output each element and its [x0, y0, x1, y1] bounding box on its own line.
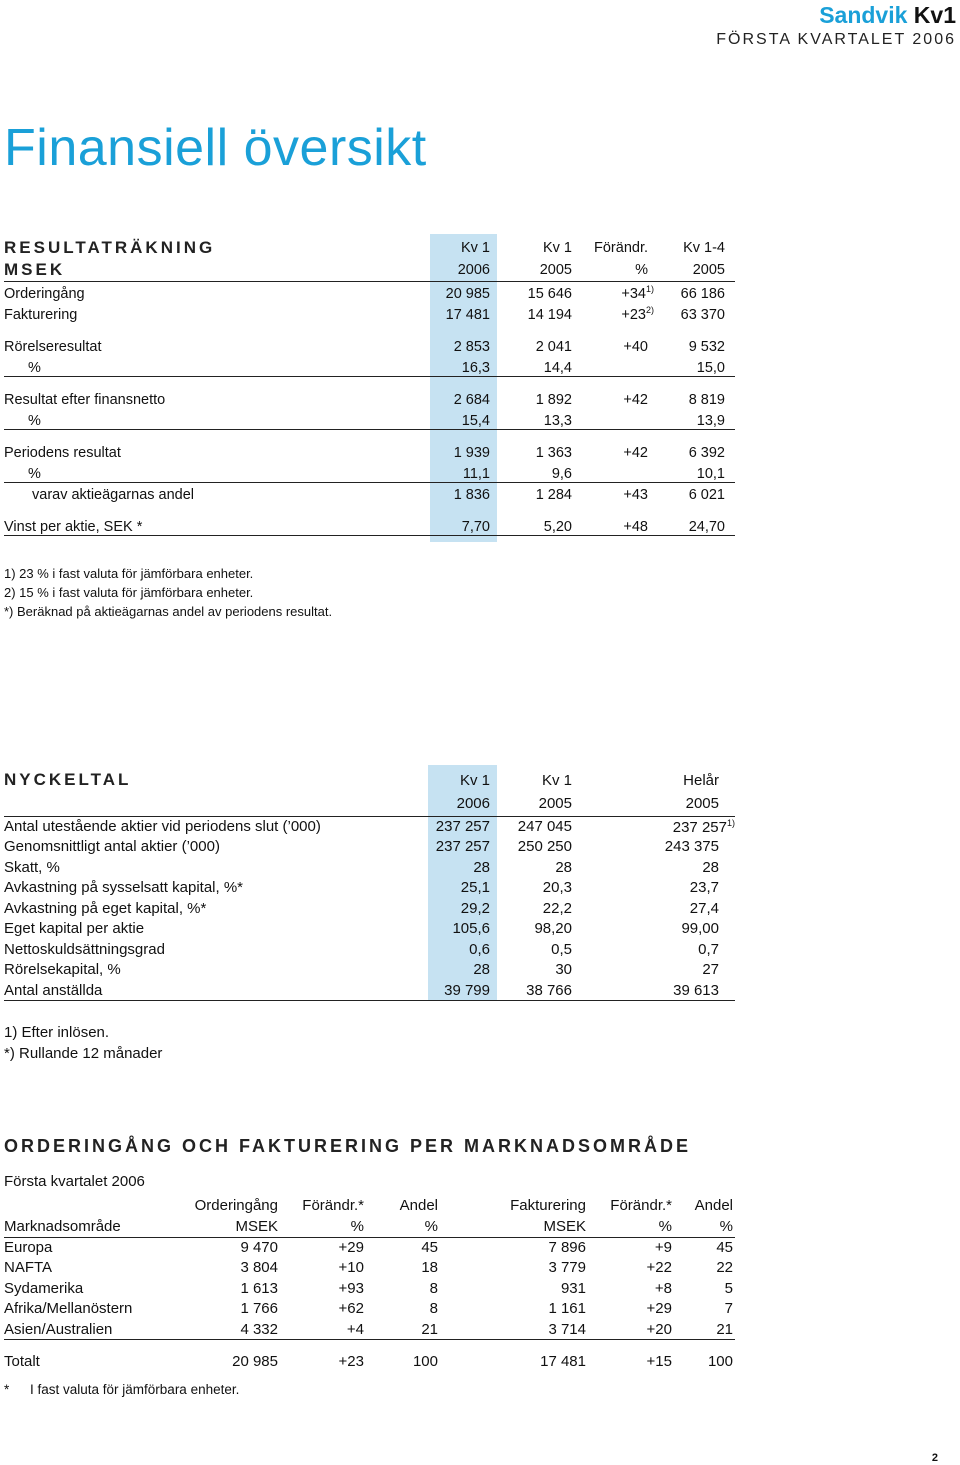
cell-value: 10,1 — [696, 465, 725, 482]
cell-value: 20 985 — [445, 286, 490, 302]
table-cell — [430, 376, 496, 408]
cell-value: 9 532 — [688, 339, 725, 355]
col-header: Andel — [694, 1197, 733, 1214]
table-cell — [496, 898, 578, 919]
col-header: Förändr.* — [302, 1197, 364, 1214]
table-cell — [654, 429, 735, 461]
market-period: Första kvartalet 2006 — [4, 1173, 145, 1190]
table-row — [4, 376, 735, 408]
table-cell — [496, 323, 578, 355]
table-cell: 21 — [366, 1319, 440, 1340]
table-cell — [578, 376, 654, 408]
table-row — [4, 878, 735, 899]
table-cell — [578, 408, 654, 429]
cell-value: 2 853 — [453, 339, 490, 355]
table-cell — [654, 355, 735, 376]
table-cell — [496, 355, 578, 376]
cell-value: +34 — [621, 286, 646, 302]
footnote-ref: 1) — [645, 284, 654, 295]
col-header: Kv 1 — [460, 240, 490, 256]
footnote: 2) 15 % i fast valuta för jämförbara enheter. — [4, 585, 254, 600]
col-header: Andel — [399, 1197, 438, 1214]
table-cell — [578, 878, 735, 899]
report-header — [716, 2, 956, 49]
col-header: Fakturering — [510, 1197, 586, 1214]
table-cell: 3 804 — [240, 1259, 278, 1277]
table-cell — [578, 461, 654, 482]
table-cell — [654, 461, 735, 482]
row-label — [4, 503, 430, 535]
cell-value: 1 363 — [535, 445, 572, 461]
table-cell: 931 — [560, 1279, 586, 1297]
row-label — [4, 376, 430, 408]
col-header: % — [280, 1216, 366, 1237]
cell-value: 99,00 — [681, 920, 719, 938]
footnote-mark: * — [4, 1382, 10, 1397]
row-label-text: Avkastning på sysselsatt kapital, %* — [4, 879, 244, 897]
table-cell — [496, 939, 578, 960]
brand-name: Sandvik — [819, 2, 908, 28]
row-label — [4, 302, 430, 323]
table-cell — [428, 898, 496, 919]
cell-value: 5,20 — [543, 518, 572, 535]
col-header: MSEK — [440, 1216, 588, 1237]
table-row — [4, 408, 735, 429]
row-label — [4, 323, 430, 355]
table-cell — [578, 939, 735, 960]
table-cell — [430, 503, 496, 535]
cell-value: 23,7 — [689, 879, 719, 897]
table-row — [4, 1278, 735, 1299]
table-cell — [428, 939, 496, 960]
cell-value: 15,0 — [696, 359, 725, 376]
market-table — [4, 1195, 735, 1370]
table-cell — [496, 837, 578, 858]
cell-value: 24,70 — [688, 518, 725, 535]
table-cell: +20 — [588, 1319, 674, 1340]
cell-value: 6 021 — [688, 487, 725, 503]
table-cell — [654, 376, 735, 408]
cell-value: 14 194 — [527, 307, 572, 323]
cell-value: 16,3 — [461, 359, 490, 376]
table-cell: +8 — [654, 1279, 672, 1297]
table-row — [4, 898, 735, 919]
market-header-row-1 — [4, 1195, 735, 1216]
table-cell — [428, 878, 496, 899]
key-figures-table — [4, 768, 735, 1001]
row-label-text: varav aktieägarnas andel — [32, 487, 195, 503]
cell-value: 22,2 — [542, 899, 572, 917]
table-cell: 21 — [674, 1319, 735, 1340]
table-row — [4, 482, 735, 503]
table-row — [4, 302, 735, 323]
table-cell — [496, 408, 578, 429]
cell-value: 39 613 — [673, 981, 719, 999]
table-cell: +62 — [338, 1300, 364, 1318]
table-row — [4, 323, 735, 355]
page-number: 2 — [931, 1452, 938, 1464]
income-header-row-2 — [4, 260, 735, 281]
table-cell: +29 — [338, 1239, 364, 1256]
cell-value: 15,4 — [461, 412, 490, 429]
cell-value: 13,3 — [543, 412, 572, 429]
cell-value: 15 646 — [527, 286, 572, 302]
col-header: Kv 1 — [542, 240, 572, 256]
row-label-text: Antal utestående aktier vid periodens slut (’000) — [4, 818, 321, 835]
table-cell — [496, 281, 578, 302]
total-cell: +15 — [646, 1352, 672, 1370]
col-header: Marknadsområde — [4, 1216, 184, 1237]
row-label — [4, 281, 430, 302]
row-label — [4, 857, 428, 878]
footnote-ref: 2) — [645, 305, 654, 316]
table-row — [4, 816, 735, 837]
col-header: % — [366, 1216, 440, 1237]
cell-value: +42 — [623, 445, 648, 461]
table-cell: 4 332 — [184, 1319, 280, 1340]
table-cell — [578, 323, 654, 355]
cell-value: 98,20 — [534, 920, 572, 938]
table-cell: 45 — [716, 1239, 733, 1256]
cell-value: +43 — [623, 487, 648, 503]
row-label: Asien/Australien — [4, 1319, 184, 1340]
cell-value: 28 — [473, 961, 490, 979]
cell-value: +23 — [621, 307, 646, 323]
col-header: Kv 1 — [459, 771, 490, 789]
col-header: % — [674, 1216, 735, 1237]
row-label — [4, 429, 430, 461]
table-cell: +93 — [338, 1279, 364, 1297]
col-header: MSEK — [184, 1216, 280, 1237]
row-label — [4, 837, 428, 858]
row-label — [4, 408, 430, 429]
cell-value: +40 — [623, 339, 648, 355]
row-label — [4, 816, 428, 837]
table-row — [4, 837, 735, 858]
table-cell — [578, 281, 654, 302]
row-label-text: % — [28, 359, 41, 376]
kpi-heading: NYCKELTAL — [4, 770, 132, 789]
col-header: 2006 — [428, 792, 496, 816]
col-header: % — [578, 260, 654, 281]
row-label — [4, 960, 428, 981]
row-label — [4, 939, 428, 960]
table-cell — [428, 857, 496, 878]
total-cell: 100 — [412, 1352, 438, 1370]
col-header: % — [588, 1216, 674, 1237]
cell-value: +42 — [623, 392, 648, 408]
row-label — [4, 355, 430, 376]
cell-value: 63 370 — [680, 307, 725, 323]
row-label — [4, 898, 428, 919]
col-header: 2005 — [496, 792, 578, 816]
table-cell — [430, 323, 496, 355]
col-header: 2005 — [578, 792, 735, 816]
market-heading: ORDERINGÅNG OCH FAKTURERING PER MARKNADSOMRÅDE — [4, 1136, 692, 1156]
col-header: 2005 — [496, 260, 578, 281]
cell-value: 250 250 — [517, 838, 572, 856]
table-cell — [578, 482, 654, 503]
cell-value: 13,9 — [696, 412, 725, 429]
col-header: Kv 1 — [541, 771, 572, 789]
cell-value: 0,5 — [551, 940, 572, 958]
table-cell — [428, 837, 496, 858]
row-label-text: Genomsnittligt antal aktier (’000) — [4, 838, 220, 856]
page-title: Finansiell översikt — [4, 119, 427, 177]
cell-value: 29,2 — [460, 899, 490, 917]
total-cell: 100 — [707, 1352, 733, 1370]
cell-value: 17 481 — [445, 307, 490, 323]
table-cell — [430, 461, 496, 482]
table-cell — [428, 816, 496, 837]
table-cell — [578, 919, 735, 940]
footnote: 1) Efter inlösen. — [4, 1024, 110, 1041]
table-row — [4, 1299, 735, 1320]
table-cell: 7 896 — [548, 1239, 586, 1256]
table-cell — [496, 960, 578, 981]
table-cell — [430, 408, 496, 429]
table-cell — [654, 323, 735, 355]
cell-value: 25,1 — [460, 879, 490, 897]
table-cell — [430, 302, 496, 323]
cell-value: 28 — [555, 858, 572, 876]
market-footnote — [4, 1382, 239, 1397]
row-label-text: Orderingång — [4, 286, 85, 302]
col-header: Helår — [683, 771, 719, 789]
col-header: Orderingång — [194, 1197, 278, 1214]
table-cell: 45 — [421, 1239, 438, 1256]
cell-value: 243 375 — [664, 838, 719, 856]
row-label-text: Avkastning på eget kapital, %* — [4, 899, 207, 917]
income-header-row-1 — [4, 236, 735, 260]
table-row — [4, 960, 735, 981]
table-cell — [496, 857, 578, 878]
row-label-text: % — [28, 412, 41, 429]
kpi-header-row-2 — [4, 792, 735, 816]
row-label — [4, 461, 430, 482]
table-cell — [578, 355, 654, 376]
cell-value: 14,4 — [543, 359, 572, 376]
table-cell — [496, 376, 578, 408]
table-cell: +22 — [646, 1259, 672, 1277]
table-cell — [428, 980, 496, 1001]
table-cell — [496, 302, 578, 323]
col-header: Förändr. — [594, 240, 648, 256]
cell-value: 2 684 — [453, 392, 490, 408]
cell-value: 11,1 — [462, 465, 490, 482]
table-row — [4, 355, 735, 376]
cell-value: 237 257 — [672, 818, 727, 836]
cell-value: 247 045 — [517, 818, 572, 835]
row-label-text: Vinst per aktie, SEK * — [4, 518, 143, 535]
cell-value: 237 257 — [435, 838, 490, 856]
table-cell — [578, 837, 735, 858]
total-label: Totalt — [4, 1352, 40, 1370]
cell-value: 28 — [473, 858, 490, 876]
cell-value: 1 836 — [453, 487, 490, 503]
table-cell — [496, 461, 578, 482]
unit-label: MSEK — [4, 260, 430, 281]
footnote: *) Rullande 12 månader — [4, 1045, 163, 1062]
table-cell: 8 — [429, 1279, 438, 1297]
kpi-rows — [4, 816, 735, 1001]
report-subtitle: FÖRSTA KVARTALET 2006 — [716, 31, 956, 48]
table-cell: 1 613 — [240, 1279, 278, 1297]
table-cell: 18 — [421, 1259, 438, 1277]
row-label — [4, 878, 428, 899]
cell-value: 38 766 — [526, 981, 572, 999]
cell-value: 105,6 — [452, 920, 490, 938]
table-cell — [496, 878, 578, 899]
total-cell: 17 481 — [540, 1352, 586, 1370]
table-cell: 3 714 — [440, 1319, 588, 1340]
table-row — [4, 461, 735, 482]
table-cell: 9 470 — [240, 1239, 278, 1256]
row-label: Europa — [4, 1239, 53, 1256]
table-cell — [578, 980, 735, 1001]
table-cell: +10 — [338, 1259, 364, 1277]
table-cell — [428, 919, 496, 940]
table-cell — [578, 898, 735, 919]
cell-value: 0,6 — [469, 940, 490, 958]
table-row — [4, 503, 735, 535]
table-cell — [654, 302, 735, 323]
row-label: NAFTA — [4, 1259, 53, 1277]
footnote: 1) 23 % i fast valuta för jämförbara enheter. — [4, 566, 254, 581]
table-cell — [654, 482, 735, 503]
income-statement-table — [4, 236, 735, 536]
cell-value: 27,4 — [689, 899, 719, 917]
cell-value: 0,7 — [698, 940, 719, 958]
table-cell — [428, 960, 496, 981]
row-label: Afrika/Mellanöstern — [4, 1300, 133, 1318]
table-cell — [578, 503, 654, 535]
total-cell: +23 — [338, 1352, 364, 1370]
market-total-row — [4, 1340, 735, 1370]
cell-value: 237 257 — [435, 818, 490, 835]
table-row — [4, 281, 735, 302]
table-cell: +29 — [646, 1300, 672, 1318]
table-cell — [496, 429, 578, 461]
cell-value: 2 041 — [535, 339, 572, 355]
table-row — [4, 1237, 735, 1258]
table-cell — [654, 408, 735, 429]
table-cell: 1 161 — [548, 1300, 586, 1318]
row-label-text: Skatt, % — [4, 858, 60, 876]
table-cell: 3 779 — [548, 1259, 586, 1277]
kpi-footnotes — [4, 1022, 162, 1064]
quarter-label: Kv1 — [913, 2, 956, 28]
cell-value: 30 — [555, 961, 572, 979]
cell-value: 6 392 — [688, 445, 725, 461]
table-cell — [496, 482, 578, 503]
table-cell — [578, 960, 735, 981]
cell-value: 9,6 — [551, 465, 572, 482]
income-footnotes — [4, 564, 332, 621]
cell-value: 1 939 — [453, 445, 490, 461]
table-cell: 8 — [429, 1300, 438, 1318]
col-header: Kv 1-4 — [683, 240, 725, 256]
footnote: *) Beräknad på aktieägarnas andel av periodens resultat. — [4, 604, 333, 619]
market-rows — [4, 1237, 735, 1340]
table-cell — [654, 503, 735, 535]
table-cell: +9 — [654, 1239, 672, 1256]
cell-value: 1 284 — [535, 487, 572, 503]
table-cell: 7 — [724, 1300, 733, 1318]
table-cell — [578, 816, 735, 837]
table-row — [4, 429, 735, 461]
row-label — [4, 482, 430, 503]
table-cell — [430, 482, 496, 503]
row-label-text: % — [28, 465, 41, 482]
row-label-text: Rörelsekapital, % — [4, 961, 121, 979]
table-cell — [496, 980, 578, 1001]
table-row — [4, 857, 735, 878]
cell-value: 1 892 — [535, 392, 572, 408]
table-cell — [496, 816, 578, 837]
table-row — [4, 980, 735, 1001]
row-label-text: Rörelseresultat — [4, 339, 102, 355]
table-cell — [430, 429, 496, 461]
cell-value: 27 — [702, 961, 719, 979]
footnote-text: I fast valuta för jämförbara enheter. — [30, 1382, 240, 1397]
footnote-ref: 1) — [726, 817, 735, 828]
row-label-text: Eget kapital per aktie — [4, 920, 145, 938]
kpi-header-row-1 — [4, 768, 735, 792]
table-cell — [430, 355, 496, 376]
table-cell: +4 — [280, 1319, 366, 1340]
cell-value: +48 — [623, 518, 648, 535]
table-row — [4, 1258, 735, 1279]
row-label — [4, 919, 428, 940]
row-label-text: Nettoskuldsättningsgrad — [4, 940, 165, 958]
income-rows — [4, 281, 735, 535]
table-cell — [496, 503, 578, 535]
col-header: 2006 — [430, 260, 496, 281]
table-row — [4, 919, 735, 940]
table-row — [4, 1319, 735, 1340]
cell-value: 20,3 — [542, 879, 572, 897]
cell-value: 7,70 — [461, 518, 490, 535]
market-header-row-2 — [4, 1216, 735, 1237]
table-cell — [654, 281, 735, 302]
cell-value: 8 819 — [688, 392, 725, 408]
table-row — [4, 939, 735, 960]
cell-value: 66 186 — [680, 286, 725, 302]
row-label-text: Antal anställda — [4, 981, 103, 999]
row-label-text: Periodens resultat — [4, 445, 121, 461]
col-header: Förändr.* — [610, 1197, 672, 1214]
col-header: 2005 — [654, 260, 735, 281]
table-cell: 5 — [724, 1279, 733, 1297]
row-label — [4, 980, 428, 1001]
row-label-text: Fakturering — [4, 307, 78, 323]
row-label-text: Resultat efter finansnetto — [4, 392, 166, 408]
table-cell: 22 — [716, 1259, 733, 1277]
cell-value: 39 799 — [444, 981, 490, 999]
table-cell — [578, 857, 735, 878]
row-label: Sydamerika — [4, 1279, 84, 1297]
table-cell — [578, 429, 654, 461]
table-cell: 1 766 — [240, 1300, 278, 1318]
income-heading: RESULTATRÄKNING — [4, 238, 216, 257]
total-cell: 20 985 — [232, 1352, 278, 1370]
table-cell — [578, 302, 654, 323]
cell-value: 28 — [702, 858, 719, 876]
table-cell — [430, 281, 496, 302]
table-cell — [496, 919, 578, 940]
